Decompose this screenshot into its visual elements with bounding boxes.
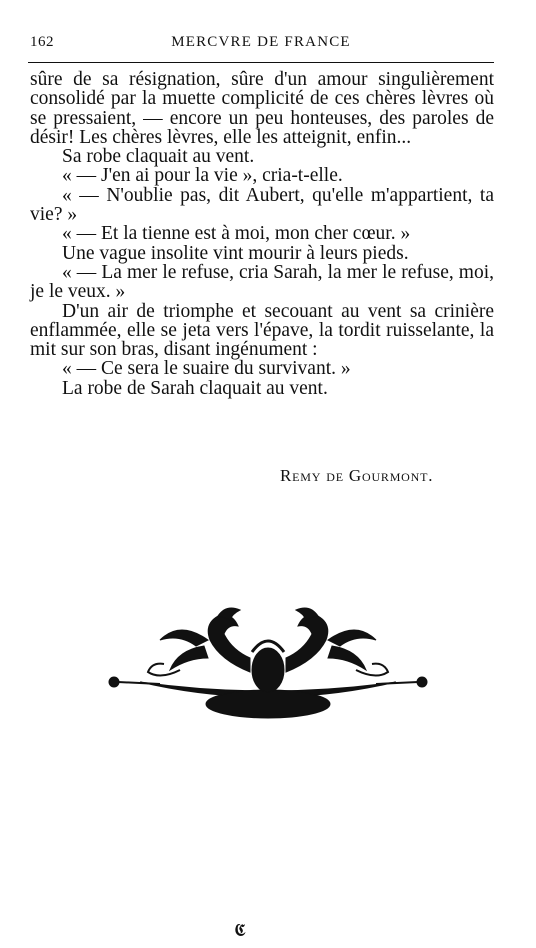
- dragon-ornament: [100, 600, 436, 740]
- body-text: [30, 70, 494, 398]
- page-number: 162: [30, 34, 54, 50]
- header-rule: [28, 62, 494, 63]
- paragraph-10: La robe de Sarah claquait au vent.: [62, 377, 328, 399]
- paragraph-4: « — N'oublie pas, dit Aubert, qu'elle m'appartient, ta vie? »: [30, 184, 494, 226]
- paragraph-2: Sa robe claquait au vent.: [62, 146, 255, 168]
- author-signature: [280, 466, 433, 486]
- running-title: MERCVRE DE FRANCE: [171, 34, 351, 50]
- page-header: [28, 34, 494, 54]
- paragraph-1: sûre de sa résignation, sûre d'un amour singulièrement consolidé par la muette complicité de ces chères lèvres où se pressaient, — encore un peu honteuses, des paroles de désir! Les chères lèvres, elle les atteignit, enfin...: [30, 69, 494, 148]
- paragraph-6: Une vague insolite vint mourir à leurs pieds.: [62, 242, 409, 264]
- paragraph-3: « — J'en ai pour la vie », cria-t-elle.: [62, 165, 343, 187]
- footer-mark: 𝕮: [234, 920, 246, 940]
- paragraph-5: « — Et la tienne est à moi, mon cher cœur. »: [62, 223, 411, 245]
- paragraph-7: « — La mer le refuse, cria Sarah, la mer le refuse, moi, je le veux. »: [30, 261, 494, 303]
- signature-text: Remy de Gourmont.: [280, 466, 434, 485]
- paragraph-8: D'un air de triomphe et secouant au vent sa crinière enflammée, elle se jeta vers l'épave, la tordit ruisselante, la mit sur son bras, disant ingénument :: [30, 300, 494, 361]
- paragraph-9: « — Ce sera le suaire du survivant. »: [62, 358, 351, 380]
